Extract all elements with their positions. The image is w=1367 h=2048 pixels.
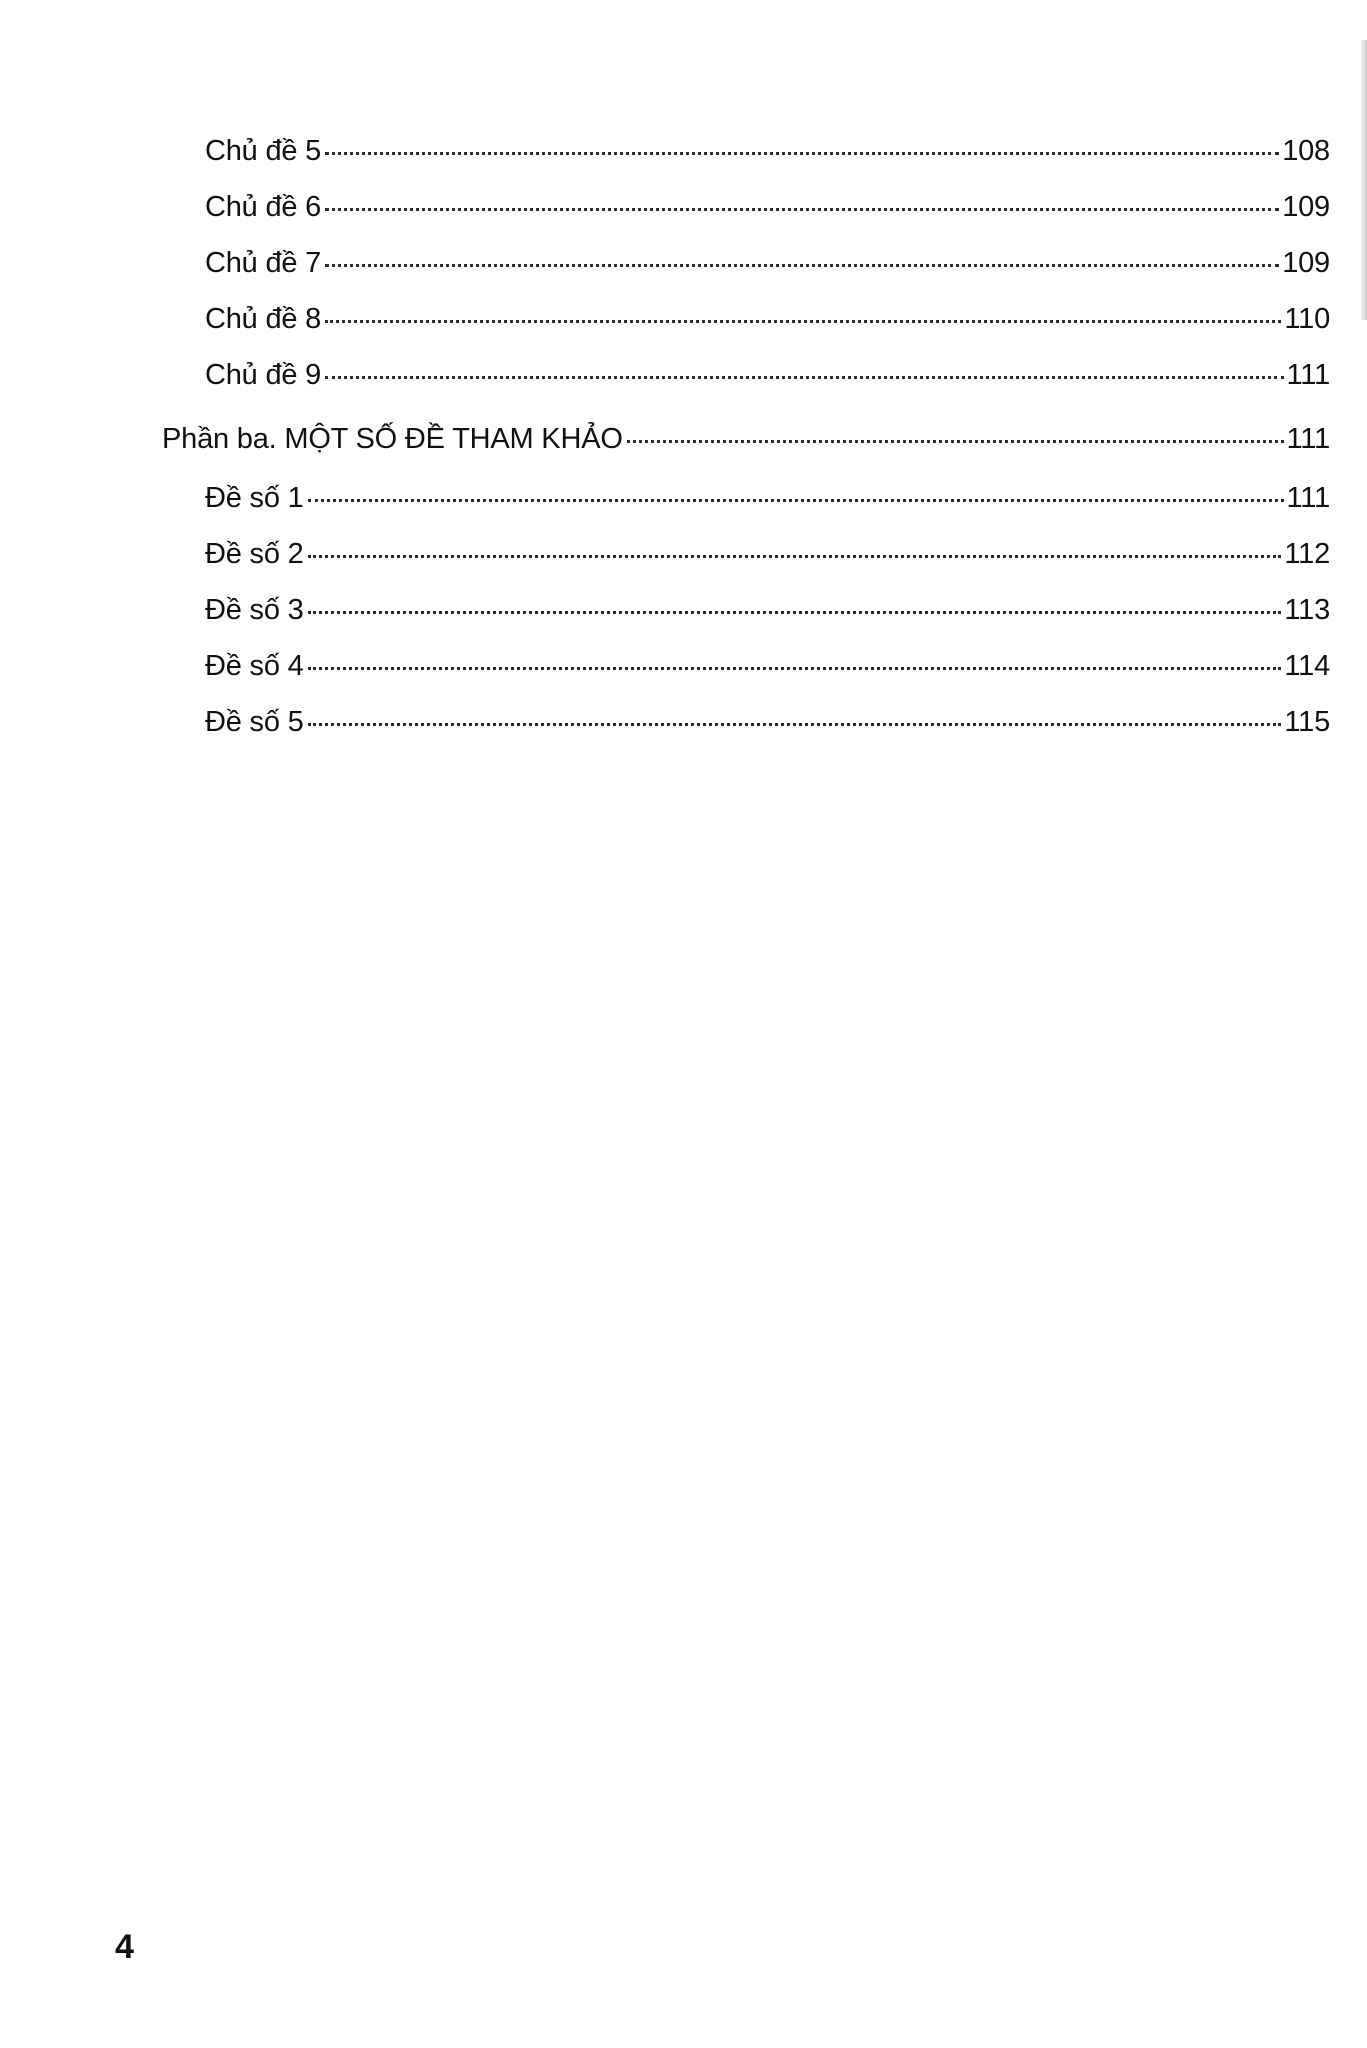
dot-leader bbox=[308, 667, 1282, 670]
toc-entry-page: 112 bbox=[1284, 538, 1330, 570]
dot-leader bbox=[325, 152, 1279, 155]
toc-entry-label: Chủ đề 9 bbox=[205, 359, 322, 391]
toc-entry-label: Chủ đề 8 bbox=[205, 303, 322, 335]
page-number: 4 bbox=[115, 1928, 134, 1966]
dot-leader bbox=[308, 611, 1282, 614]
toc-entry-label: Đề số 3 bbox=[205, 594, 304, 626]
toc-entry-label: Đề số 5 bbox=[205, 706, 304, 738]
toc-entry-page: 111 bbox=[1286, 359, 1330, 391]
toc-entry-topic-8 bbox=[205, 303, 1330, 336]
toc-entry-page: 114 bbox=[1284, 650, 1330, 682]
toc-entry-topic-7 bbox=[205, 247, 1330, 280]
dot-leader bbox=[325, 320, 1281, 323]
toc-entry-test-5 bbox=[205, 706, 1330, 739]
toc-entry-topic-6 bbox=[205, 191, 1330, 224]
toc-entry-page: 111 bbox=[1286, 423, 1330, 455]
toc-entry-label: Chủ đề 6 bbox=[205, 191, 322, 223]
toc-entry-test-2 bbox=[205, 538, 1330, 571]
toc-entry-page: 113 bbox=[1284, 594, 1330, 626]
toc-entry-page: 110 bbox=[1284, 303, 1330, 335]
toc-entry-page: 109 bbox=[1282, 191, 1330, 223]
toc-entry-topic-5 bbox=[205, 135, 1330, 168]
dot-leader bbox=[325, 376, 1283, 379]
dot-leader bbox=[308, 723, 1282, 726]
toc-entry-label: Phần ba. MỘT SỐ ĐỀ THAM KHẢO bbox=[162, 423, 623, 455]
toc-entry-label: Chủ đề 5 bbox=[205, 135, 322, 167]
toc-entry-page: 111 bbox=[1286, 482, 1330, 514]
dot-leader bbox=[308, 555, 1282, 558]
toc-entry-label: Chủ đề 7 bbox=[205, 247, 322, 279]
toc-entry-label: Đề số 1 bbox=[205, 482, 304, 514]
toc-entry-topic-9 bbox=[205, 359, 1330, 392]
toc-entry-test-1 bbox=[205, 482, 1330, 515]
toc-entry-label: Đề số 2 bbox=[205, 538, 304, 570]
dot-leader bbox=[325, 208, 1279, 211]
toc-entry-label: Đề số 4 bbox=[205, 650, 304, 682]
toc-entry-test-3 bbox=[205, 594, 1330, 627]
toc-entry-page: 115 bbox=[1284, 706, 1330, 738]
toc-entry-page: 108 bbox=[1282, 135, 1330, 167]
page-edge-shadow bbox=[1361, 40, 1367, 320]
toc-entry-page: 109 bbox=[1282, 247, 1330, 279]
toc-entry-part-three bbox=[162, 423, 1330, 456]
dot-leader bbox=[308, 499, 1284, 502]
dot-leader bbox=[325, 264, 1279, 267]
toc-entry-test-4 bbox=[205, 650, 1330, 683]
dot-leader bbox=[627, 440, 1284, 443]
